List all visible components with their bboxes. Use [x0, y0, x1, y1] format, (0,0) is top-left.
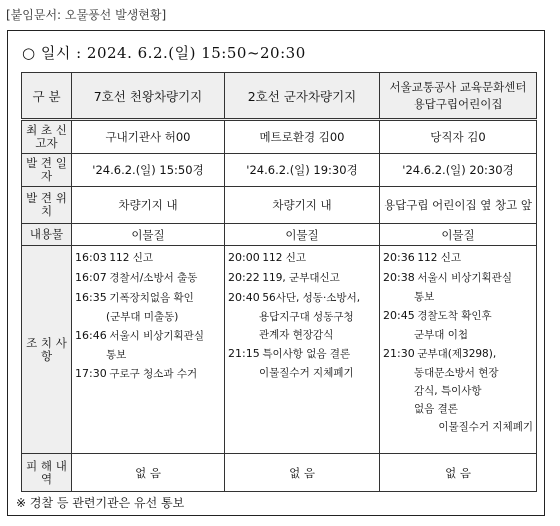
action-entry-detail: 통보	[414, 291, 435, 303]
action-entry-detail: 감식, 특이사항	[414, 385, 482, 397]
action-entry: 16:46 서울시 비상기획관실	[75, 329, 204, 342]
date-line: ○ 일시 : 2024. 6.2.(일) 15:50~20:30	[22, 44, 306, 62]
table-row-reporter	[22, 120, 537, 154]
cell-content-2: 이물질	[225, 224, 380, 246]
action-entry-detail: 용답지구대 성동구청	[259, 311, 354, 323]
action-entry: 20:36 112 신고	[383, 251, 462, 264]
cell-actions-2	[225, 246, 380, 454]
cell-actions-3	[380, 246, 537, 454]
action-entry: 17:30 구로구 청소과 수거	[75, 367, 198, 380]
action-entry-detail: 이물질수거 지체폐기	[259, 367, 354, 379]
incident-table	[21, 72, 537, 492]
action-entry: 16:07 경찰서/소방서 출동	[75, 271, 198, 284]
cell-found-place-3: 용답구립 어린이집 옆 창고 앞	[380, 187, 537, 224]
cell-found-time-3: '24.6.2.(일) 20:30경	[380, 154, 537, 187]
header-label: 구 분	[22, 73, 72, 120]
cell-reporter-1: 구내기관사 허00	[72, 120, 225, 154]
table-row-actions	[22, 246, 537, 454]
action-entry-detail: 없음 결론	[414, 403, 458, 415]
cell-content-1: 이물질	[72, 224, 225, 246]
cell-content-3: 이물질	[380, 224, 537, 246]
action-entry: 20:22 119, 군부대신고	[228, 271, 340, 284]
column-header-yongdap: 서울교통공사 교육문화센터 용답구립어린이집	[380, 73, 537, 120]
action-entry-detail: (군부대 미출동)	[106, 311, 179, 323]
action-entry-detail: 통보	[106, 349, 127, 361]
action-entry: 16:03 112 신고	[75, 251, 154, 264]
cell-damage-2: 없 음	[225, 454, 380, 492]
action-entry: 20:38 서울시 비상기획관실	[383, 271, 512, 284]
column-header-gunja: 2호선 군자차량기지	[225, 73, 380, 120]
action-entry: 20:40 56사단, 성동·소방서,	[228, 291, 361, 304]
table-row-found-place	[22, 187, 537, 224]
action-entry: 20:45 경찰도착 확인후	[383, 309, 492, 322]
row-label-actions: 조 치 사 항	[22, 246, 72, 454]
cell-found-time-2: '24.6.2.(일) 19:30경	[225, 154, 380, 187]
cell-reporter-3: 당직자 김0	[380, 120, 537, 154]
attachment-caption: [붙임문서: 오물풍선 발생현황]	[6, 8, 167, 22]
row-label-content: 내용물	[22, 224, 72, 246]
action-entry: 21:30 군부대(제3298),	[383, 347, 497, 360]
cell-damage-1: 없 음	[72, 454, 225, 492]
action-entry-detail: 군부대 이첩	[414, 329, 469, 341]
action-entry: 21:15 특이사항 없음 결론	[228, 347, 351, 360]
action-entry-detail: 이물질수거 지체폐기	[438, 421, 533, 433]
action-entry-detail: 동대문소방서 현장	[414, 367, 499, 379]
cell-found-time-1: '24.6.2.(일) 15:50경	[72, 154, 225, 187]
footnote: ※ 경찰 등 관련기관은 유선 통보	[16, 496, 185, 510]
cell-actions-1	[72, 246, 225, 454]
cell-damage-3: 없 음	[380, 454, 537, 492]
row-label-reporter: 최 초 신고자	[22, 120, 72, 154]
action-entry-detail: 관계자 현장감식	[259, 329, 334, 341]
row-label-found-time: 발 견 일 자	[22, 154, 72, 187]
table-row-content	[22, 224, 537, 246]
cell-reporter-2: 메트로환경 김00	[225, 120, 380, 154]
action-entry: 20:00 112 신고	[228, 251, 307, 264]
row-label-found-place: 발 견 위 치	[22, 187, 72, 224]
action-entry: 16:35 기폭장치없음 확인	[75, 291, 194, 304]
row-label-damage: 피 해 내 역	[22, 454, 72, 492]
table-row-found-time	[22, 154, 537, 187]
table-row-damage	[22, 454, 537, 492]
column-header-cheonwang: 7호선 천왕차량기지	[72, 73, 225, 120]
cell-found-place-1: 차량기지 내	[72, 187, 225, 224]
cell-found-place-2: 차량기지 내	[225, 187, 380, 224]
table-header-row	[22, 73, 537, 120]
